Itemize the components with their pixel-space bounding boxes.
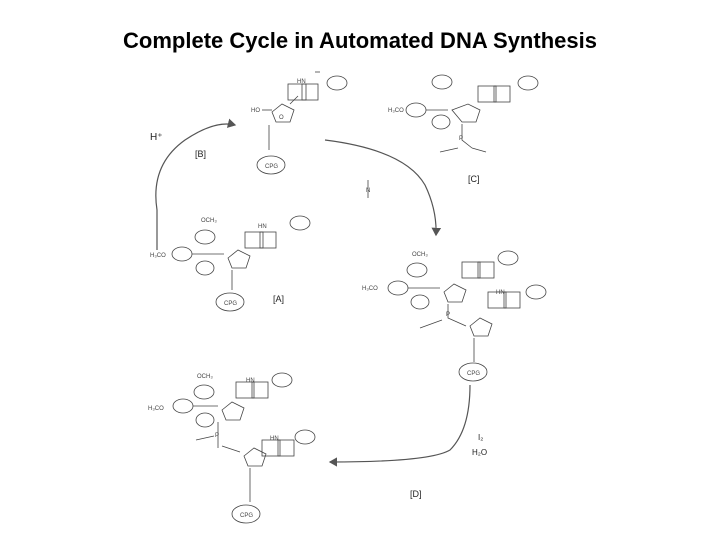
svg-text:OCH₃: OCH₃ bbox=[201, 218, 217, 224]
svg-text:HN: HN bbox=[246, 378, 255, 384]
svg-text:HN: HN bbox=[258, 224, 267, 230]
label-proton: H⁺ bbox=[150, 132, 163, 143]
structure-b bbox=[251, 72, 347, 174]
label-d: [D] bbox=[410, 489, 422, 499]
svg-text:HN: HN bbox=[496, 290, 505, 296]
label-c: [C] bbox=[468, 174, 480, 184]
arrow-a-to-b bbox=[156, 124, 235, 250]
svg-text:CPG: CPG bbox=[224, 301, 238, 307]
svg-text:P: P bbox=[215, 433, 220, 439]
svg-text:H₃CO: H₃CO bbox=[150, 253, 166, 259]
svg-text:H₃CO: H₃CO bbox=[362, 286, 378, 292]
svg-text:OCH₃: OCH₃ bbox=[197, 374, 213, 380]
svg-text:HN: HN bbox=[297, 79, 306, 85]
svg-text:CPG: CPG bbox=[265, 164, 279, 170]
svg-text:H₃CO: H₃CO bbox=[388, 108, 404, 114]
svg-text:O: O bbox=[279, 115, 284, 121]
svg-text:P: P bbox=[446, 312, 451, 318]
svg-text:H₃CO: H₃CO bbox=[148, 406, 164, 412]
structure-coupled bbox=[362, 251, 546, 381]
svg-text:HN: HN bbox=[270, 436, 279, 442]
svg-text:HO: HO bbox=[251, 108, 260, 114]
svg-text:N: N bbox=[366, 188, 371, 194]
label-oxidant: I₂ bbox=[478, 433, 484, 442]
arrow-c-to-d bbox=[330, 385, 470, 462]
label-a: [A] bbox=[273, 294, 285, 304]
svg-text:P: P bbox=[459, 136, 464, 142]
structure-c bbox=[366, 75, 538, 198]
slide-title: Complete Cycle in Automated DNA Synthesis bbox=[123, 28, 597, 53]
svg-text:CPG: CPG bbox=[467, 371, 481, 377]
structure-a bbox=[150, 216, 310, 311]
label-b: [B] bbox=[195, 149, 207, 159]
svg-text:CPG: CPG bbox=[240, 513, 254, 519]
structure-d bbox=[148, 373, 315, 523]
label-water: H₂O bbox=[472, 448, 488, 457]
svg-text:OCH₃: OCH₃ bbox=[412, 252, 428, 258]
arrow-b-to-c bbox=[325, 140, 436, 235]
